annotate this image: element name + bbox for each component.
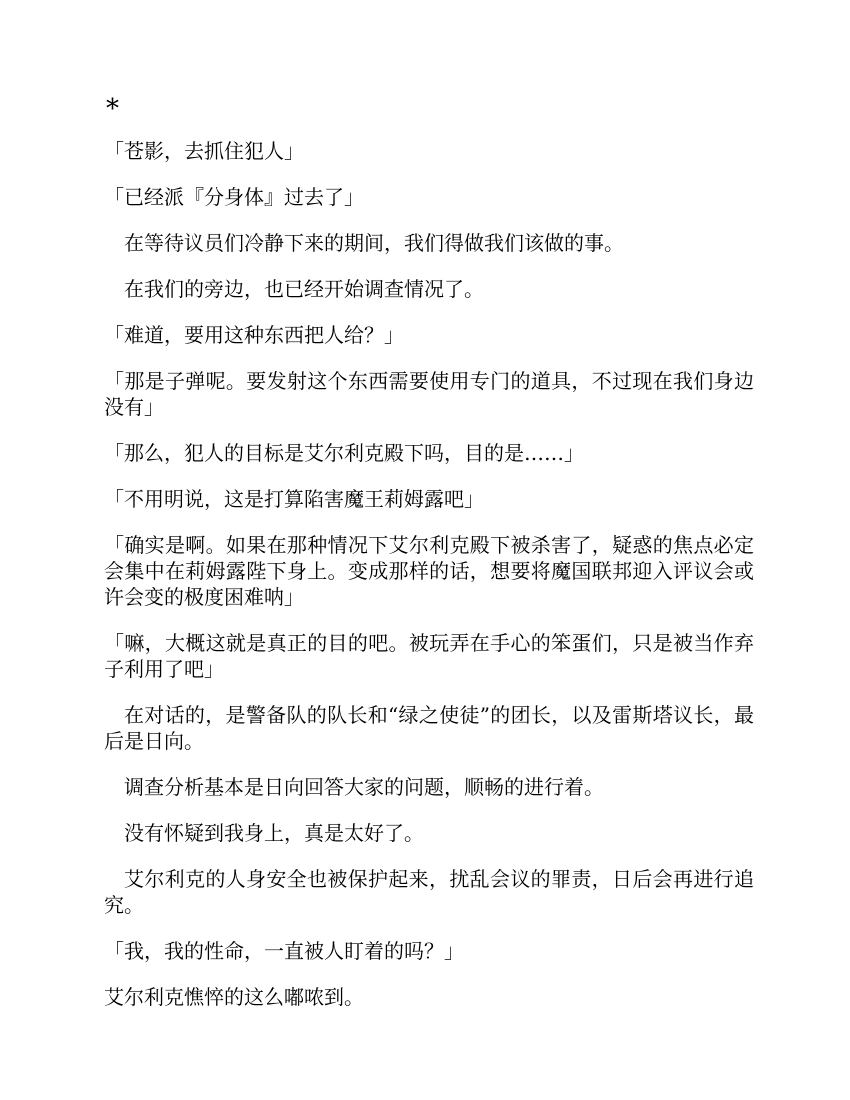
paragraph: 在等待议员们冷静下来的期间，我们得做我们该做的事。 — [124, 231, 624, 255]
paragraph: 「难道，要用这种东西把人给？」 — [104, 323, 404, 347]
paragraph: 艾尔利克的人身安全也被保护起来，扰乱会议的罪责，日后会再进行追究。 — [104, 867, 754, 917]
paragraph: 「那么，犯人的目标是艾尔利克殿下吗，目的是……」 — [104, 441, 584, 465]
paragraph: 「苍影，去抓住犯人」 — [104, 139, 304, 163]
paragraph: 「那是子弹呢。要发射这个东西需要使用专门的道具，不过现在我们身边没有」 — [104, 369, 754, 419]
paragraph: 「确实是啊。如果在那种情况下艾尔利克殿下被杀害了，疑惑的焦点必定会集中在莉姆露陛下身上。变成那样的话，想要将魔国联邦迎入评议会或许会变的极度困难呐」 — [104, 533, 754, 609]
section-separator: * — [106, 94, 119, 124]
paragraph: 「嘛，大概这就是真正的目的吧。被玩弄在手心的笨蛋们，只是被当作弃子利用了吧」 — [104, 631, 754, 681]
paragraph: 「不用明说，这是打算陷害魔王莉姆露吧」 — [104, 487, 484, 511]
document-page — [104, 96, 754, 1030]
paragraph: 「已经派『分身体』过去了」 — [104, 185, 364, 209]
paragraph-list — [104, 138, 754, 1010]
paragraph: 在我们的旁边，也已经开始调查情况了。 — [124, 277, 484, 301]
paragraph: 「我，我的性命，一直被人盯着的吗？」 — [104, 939, 464, 963]
paragraph: 在对话的，是警备队的队长和“绿之使徒”的团长，以及雷斯塔议长，最后是日向。 — [104, 703, 754, 753]
paragraph: 没有怀疑到我身上，真是太好了。 — [124, 821, 424, 845]
paragraph: 艾尔利克憔悴的这么嘟哝到。 — [104, 985, 364, 1009]
paragraph: 调查分析基本是日向回答大家的问题，顺畅的进行着。 — [124, 775, 604, 799]
